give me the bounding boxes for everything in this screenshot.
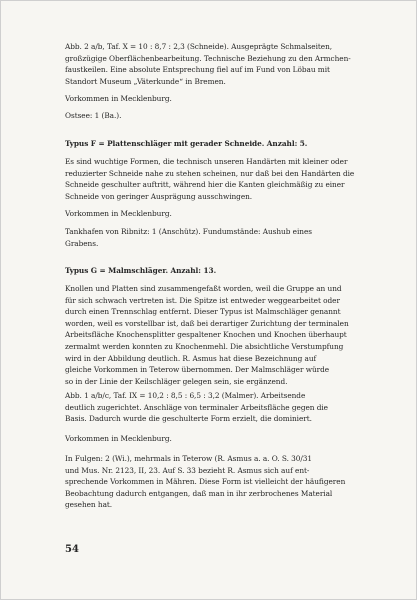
section-heading-typus-g (65, 265, 386, 277)
text-line: Es sind wuchtige Formen, die technisch unseren Handärten mit kleiner oder (65, 157, 348, 166)
paragraph-typus-g-description (65, 283, 386, 387)
text-line: zermalmt werden konnten zu Knochenmehl. Die absichtliche Verstumpfung (65, 341, 344, 351)
paragraph-vorkommen (65, 93, 386, 105)
text-line: Tankhafen von Ribnitz: 1 (Anschütz). Fundumstände: Aushub eines (65, 227, 312, 236)
text-line: reduzierter Schneide nahe zu stehen scheinen, nur daß bei den Handärten die (65, 168, 355, 178)
text-line: Standort Museum „Väterkunde“ in Bremen. (65, 76, 226, 86)
text-line: Arbeitsfläche Knochensplitter gespaltener Knochen und Knochen überhaupt (65, 330, 347, 340)
text-line: Schneide geschulter auftritt, während hier die Kanten gleichmäßig zu einer (65, 180, 345, 190)
paragraph-abb-2-description (65, 41, 386, 87)
text-line: In Fulgen: 2 (Wi.), mehrmals in Teterow (R. Asmus a. a. O. S. 30/31 (65, 454, 313, 463)
text-line: so in der Linie der Keilschläger gelegen sein, sie ergänzend. (65, 376, 288, 386)
paragraph-tankhafen (65, 226, 386, 249)
paragraph-vorkommen (65, 433, 386, 445)
text-line: gleiche Vorkommen in Teterow übernommen. Der Malmschläger würde (65, 365, 330, 375)
heading-text: Typus F = Plattenschläger mit gerader Schneide. Anzahl: 5. (65, 139, 308, 148)
paragraph-fulgen-teterow (65, 453, 386, 511)
text-line: Knollen und Platten sind zusammengefaßt worden, weil die Gruppe an und (65, 284, 342, 293)
text-line: Ostsee: 1 (Ba.). (65, 111, 122, 120)
text-line: sprechende Vorkommen in Mähren. Diese Form ist vielleicht der häufigeren (65, 477, 346, 487)
paragraph-typus-f-description (65, 156, 386, 202)
text-line: Abb. 2 a/b, Taf. X = 10 : 8,7 : 2,3 (Schneide). Ausgeprägte Schmalseiten, (65, 42, 333, 51)
text-line: Vorkommen in Mecklenburg. (65, 434, 172, 443)
text-line: großzügige Oberflächenbearbeitung. Technische Beziehung zu den Armchen- (65, 53, 351, 63)
text-line: Vorkommen in Mecklenburg. (65, 94, 172, 103)
text-line: wird in der Abbildung deutlich. R. Asmus hat diese Bezeichnung auf (65, 353, 317, 363)
paragraph-abb-1-description (65, 390, 386, 425)
text-line: deutlich zugerichtet. Anschläge von terminaler Arbeitsfläche gegen die (65, 402, 328, 412)
text-line: für sich schwach vertreten ist. Die Spitze ist entweder weggearbeitet oder (65, 295, 340, 305)
heading-text: Typus G = Malmschläger. Anzahl: 13. (65, 266, 217, 275)
text-line: Vorkommen in Mecklenburg. (65, 209, 172, 218)
paragraph-ostsee (65, 110, 386, 122)
paragraph-vorkommen (65, 208, 386, 220)
text-line: faustkeilen. Eine absolute Entsprechung fiel auf im Fund von Löbau mit (65, 65, 330, 75)
text-line: Basis. Dadurch wurde die geschulterte Form erzielt, die dominiert. (65, 414, 312, 424)
text-line: und Mus. Nr. 2123, II, 23. Auf S. 33 bezieht R. Asmus sich auf ent- (65, 465, 310, 475)
text-line: Beobachtung dadurch entgangen, daß man in ihr zerbrochenes Material (65, 488, 333, 498)
section-heading-typus-f (65, 138, 386, 150)
text-line: Schneide von geringer Ausprägung ausschwingen. (65, 191, 253, 201)
text-line: gesehen hat. (65, 500, 113, 510)
text-line: worden, weil es vorstellbar ist, daß bei derartiger Zurichtung der terminalen (65, 318, 349, 328)
page-number: 54 (65, 544, 79, 555)
text-line: durch einen Trennschlag entfernt. Dieser Typus ist Malmschläger genannt (65, 307, 341, 317)
text-line: Abb. 1 a/b/c, Taf. IX = 10,2 : 8,5 : 6,5 : 3,2 (Malmer). Arbeitsende (65, 391, 306, 400)
text-line: Grabens. (65, 238, 99, 248)
